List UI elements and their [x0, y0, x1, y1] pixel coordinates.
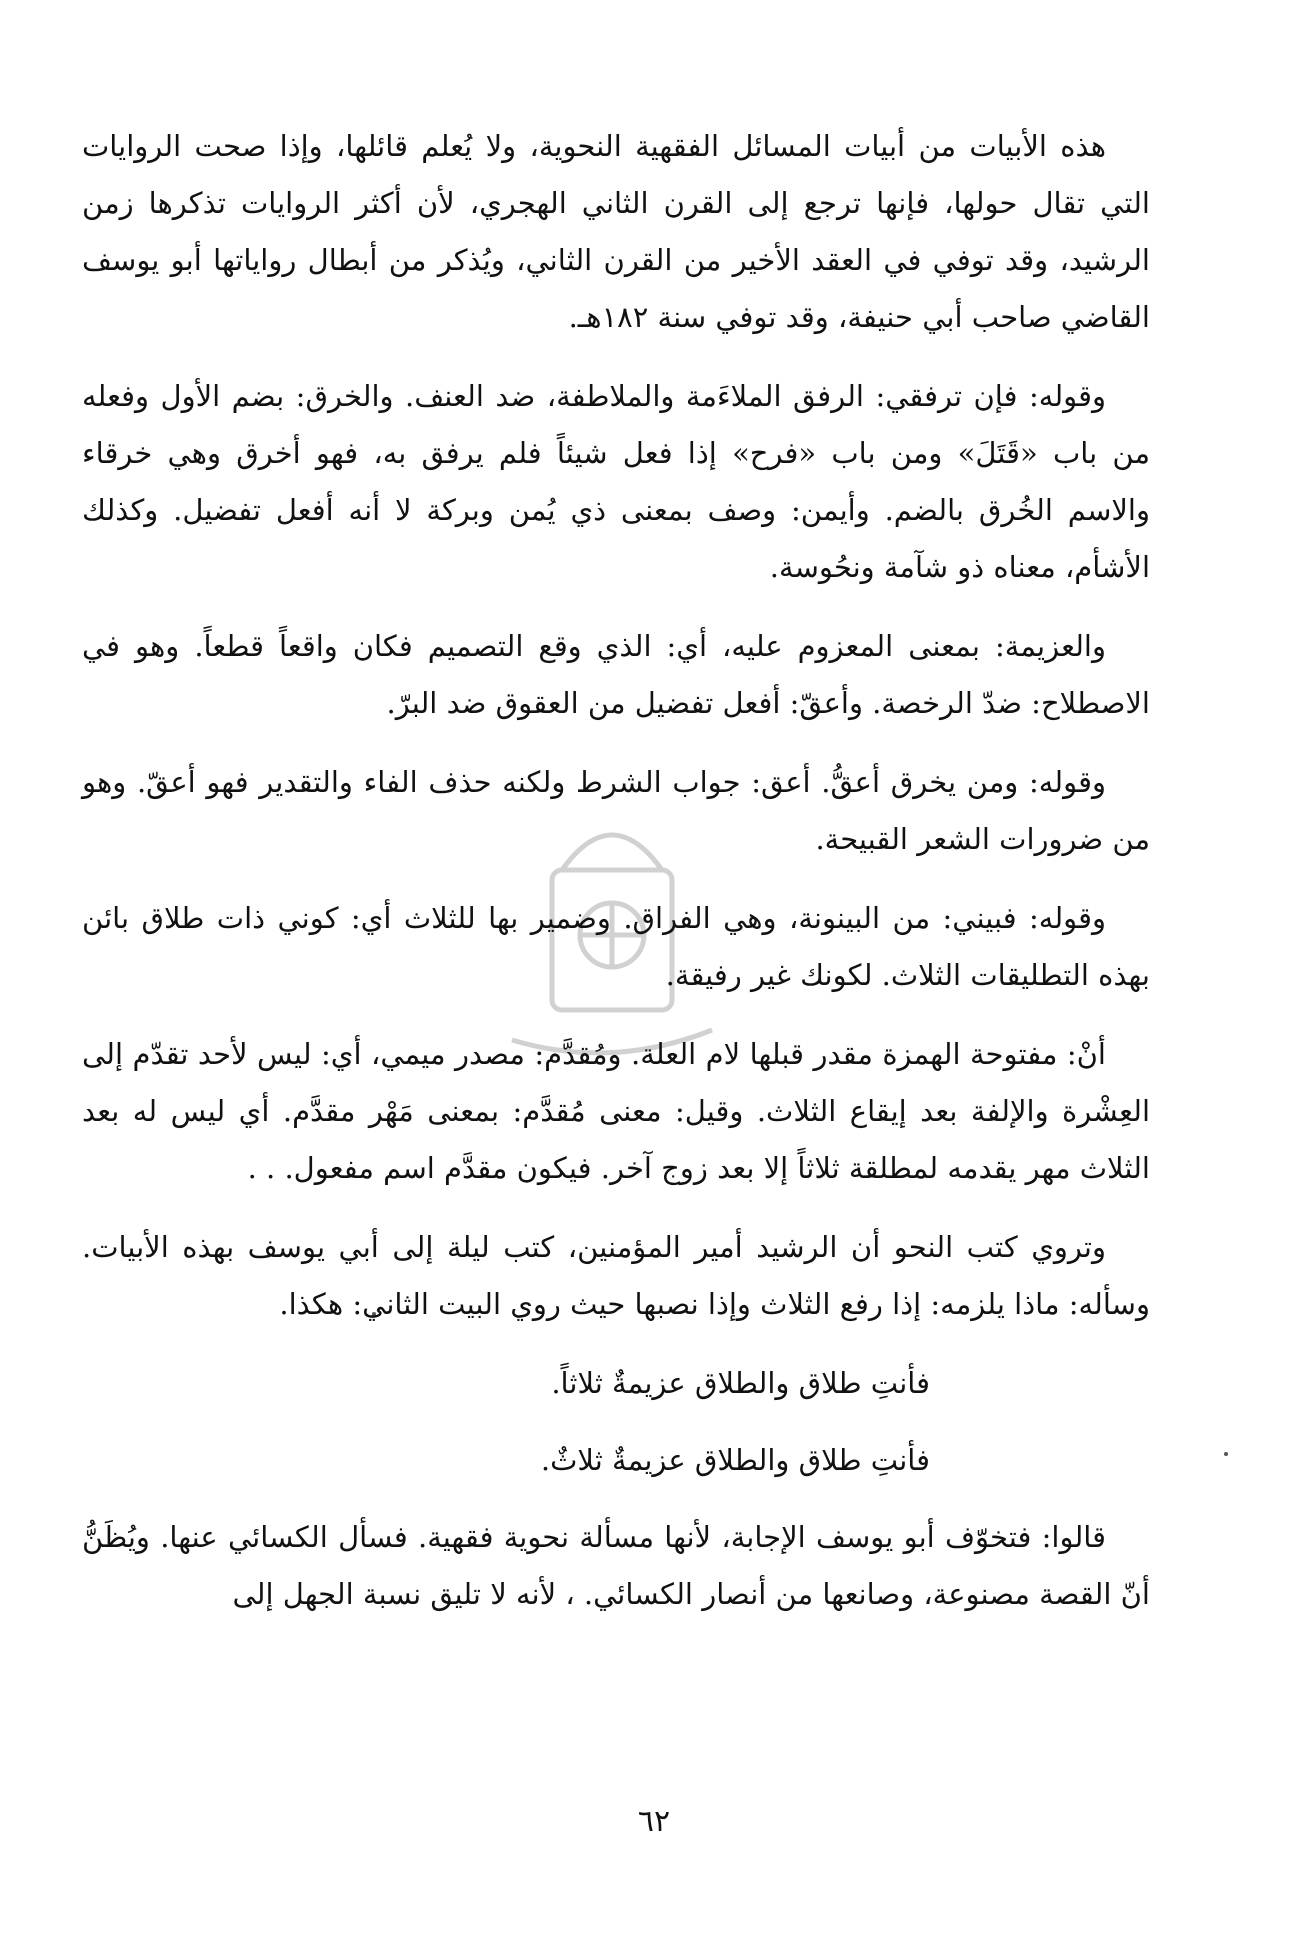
- page-number: ٦٢: [637, 1804, 671, 1839]
- speck: [1224, 1452, 1228, 1456]
- paragraph: وقوله: فبيني: من البينونة، وهي الفراق. وضمير بها للثلاث أي: كوني ذات طلاق بائن بهذه التطليقات الثلاث. لكونك غير رفيقة.: [82, 901, 1150, 992]
- paragraph: أنْ: مفتوحة الهمزة مقدر قبلها لام العلة. ومُقدَّم: مصدر ميمي، أي: ليس لأحد تقدّم إلى العِشْرة والإلفة بعد إيقاع الثلاث. وقيل: معنى مُقدَّم: بمعنى مَهْر مقدَّم. أي ليس له بعد الثلاث مهر يقدمه لمطلقة ثلاثاً إلا بعد زوج آخر. فيكون مقدَّم اسم مفعول. . .: [82, 1037, 1150, 1185]
- paragraph: والعزيمة: بمعنى المعزوم عليه، أي: الذي وقع التصميم فكان واقعاً قطعاً. وهو في الاصطلاح: ضدّ الرخصة. وأعقّ: أفعل تفضيل من العقوق ضد البرّ.: [82, 629, 1150, 720]
- paragraph: هذه الأبيات من أبيات المسائل الفقهية النحوية، ولا يُعلم قائلها، وإذا صحت الروايات التي تقال حولها، فإنها ترجع إلى القرن الثاني الهجري، لأن أكثر الروايات تذكرها زمن الرشيد، وقد توفي في العقد الأخير من القرن الثاني، ويُذكر من أبطال رواياتها أبو يوسف القاضي صاحب أبي حنيفة، وقد توفي سنة ١٨٢هـ.: [82, 129, 1150, 334]
- paragraph: وتروي كتب النحو أن الرشيد أمير المؤمنين، كتب ليلة إلى أبي يوسف بهذه الأبيات. وسأله: ماذا يلزمه: إذا رفع الثلاث وإذا نصبها حيث روي البيت الثاني: هكذا.: [82, 1230, 1150, 1321]
- verse-line: فأنتِ طلاق والطلاق عزيمةٌ ثلاثٌ.: [540, 1443, 930, 1477]
- paragraph: وقوله: فإن ترفقي: الرفق الملاءَمة والملاطفة، ضد العنف. والخرق: بضم الأول وفعله من باب «قَتَلَ» ومن باب «فرح» إذا فعل شيئاً فلم يرفق به، فهو أخرق وهي خرقاء والاسم الخُرق بالضم. وأيمن: وصف بمعنى ذي يُمن وبركة لا أنه أفعل تفضيل. وكذلك الأشأم، معناه ذو شآمة ونحُوسة.: [82, 379, 1150, 584]
- closing-paragraph: قالوا: فتخوّف أبو يوسف الإجابة، لأنها مسألة نحوية فقهية. فسأل الكسائي عنها. ويُظَنُّ أنّ القصة مصنوعة، وصانعها من أنصار الكسائي. ، لأنه لا تليق نسبة الجهل إلى: [82, 1520, 1150, 1611]
- verse-line: فأنتِ طلاق والطلاق عزيمةٌ ثلاثاً.: [551, 1366, 930, 1400]
- body-text: [82, 118, 1150, 1633]
- paragraph: وقوله: ومن يخرق أعقُّ. أعق: جواب الشرط ولكنه حذف الفاء والتقدير فهو أعقّ. وهو من ضرورات الشعر القبيحة.: [82, 765, 1150, 856]
